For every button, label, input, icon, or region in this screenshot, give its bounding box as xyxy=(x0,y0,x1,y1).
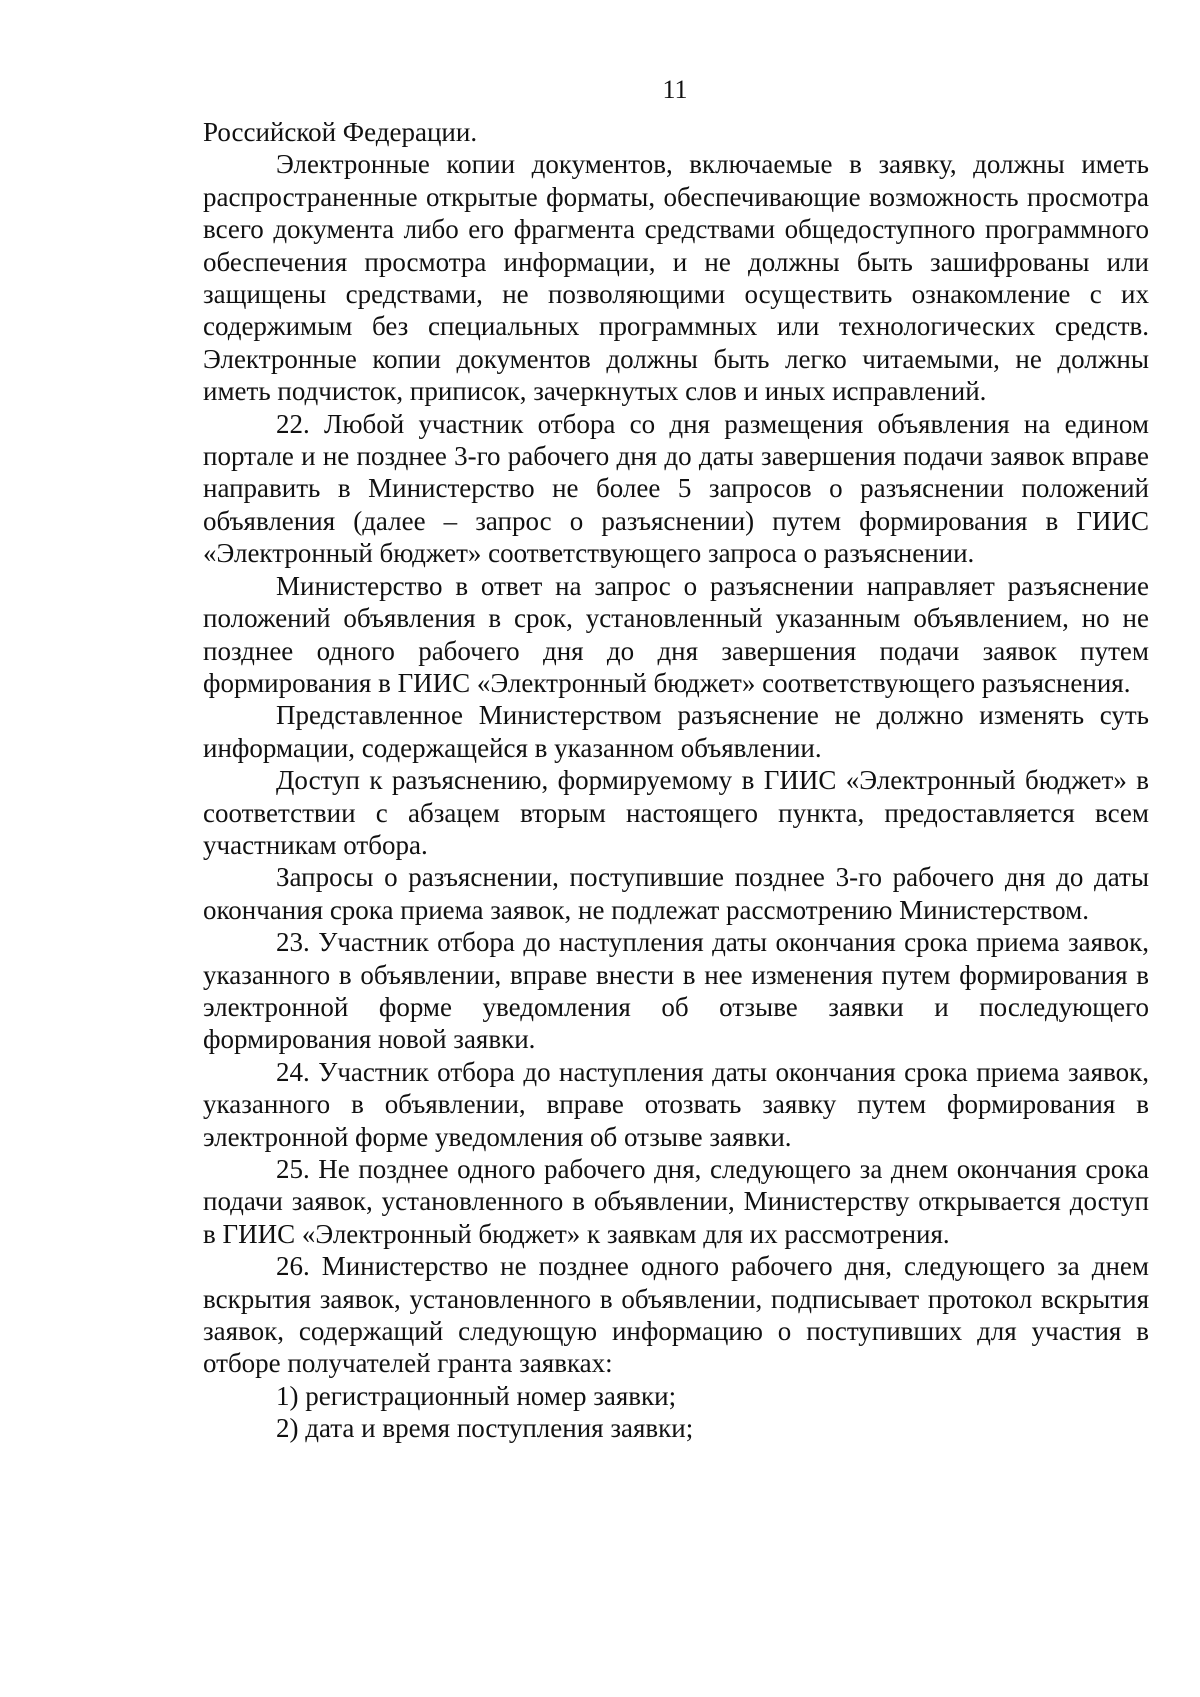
paragraph-continuation: Российской Федерации. xyxy=(203,117,478,147)
paragraph-item-23: 23. Участник отбора до наступления даты окончания срока приема заявок, указанного в объявлении, вправе внести в нее изменения путем формирования в электронной форме уведомления об отзыве заявки и последующего формирования новой заявки. xyxy=(203,927,1149,1055)
paragraph-clarification-scope: Представленное Министерством разъяснение не должно изменять суть информации, содержащейся в указанном объявлении. xyxy=(203,700,1149,763)
paragraph-clarification-access: Доступ к разъяснению, формируемому в ГИИС «Электронный бюджет» в соответствии с абзацем вторым настоящего пункта, предоставляется всем участникам отбора. xyxy=(203,765,1149,860)
list-item-2: 2) дата и время поступления заявки; xyxy=(276,1413,694,1444)
page-number: 11 xyxy=(662,75,688,104)
paragraph-item-26: 26. Министерство не позднее одного рабочего дня, следующего за днем вскрытия заявок, установленного в объявлении, подписывает протокол вскрытия заявок, содержащий следующую информацию о поступивших для участия в отборе получателей гранта заявках: xyxy=(203,1251,1149,1379)
paragraph-item-22: 22. Любой участник отбора со дня размещения объявления на едином портале и не позднее 3-го рабочего дня до даты завершения подачи заявок вправе направить в Министерство не более 5 запросов о разъяснении положений объявления (далее – запрос о разъяснении) путем формирования в ГИИС «Электронный бюджет» соответствующего запроса о разъяснении. xyxy=(203,408,1149,569)
paragraph-item-25: 25. Не позднее одного рабочего дня, следующего за днем окончания срока подачи заявок, установленного в объявлении, Министерству открывается доступ в ГИИС «Электронный бюджет» к заявкам для их рассмотрения. xyxy=(203,1154,1149,1249)
paragraph-ministry-response: Министерство в ответ на запрос о разъяснении направляет разъяснение положений объявления в срок, установленный указанным объявлением, но не позднее одного рабочего дня до дня завершения подачи заявок путем формирования в ГИИС «Электронный бюджет» соответствующего разъяснения. xyxy=(203,570,1149,698)
paragraph-item-24: 24. Участник отбора до наступления даты окончания срока приема заявок, указанного в объявлении, вправе отозвать заявку путем формирования в электронной форме уведомления об отзыве заявки. xyxy=(203,1056,1149,1152)
list-item-1: 1) регистрационный номер заявки; xyxy=(276,1380,677,1411)
paragraph-electronic-copies: Электронные копии документов, включаемые в заявку, должны иметь распространенные открытые форматы, обеспечивающие возможность просмотра всего документа либо его фрагмента средствами общедоступного программного обеспечения просмотра информации, и не должны быть зашифрованы или защищены средствами, не позволяющими осуществить ознакомление с их содержимым без специальных программных или технологических средств. Электронные копии документов должны быть легко читаемыми, не должны иметь подчисток, приписок, зачеркнутых слов и иных исправлений. xyxy=(203,149,1149,407)
paragraph-late-requests: Запросы о разъяснении, поступившие позднее 3-го рабочего дня до даты окончания срока приема заявок, не подлежат рассмотрению Министерством. xyxy=(203,862,1149,925)
document-body xyxy=(203,116,1149,1445)
